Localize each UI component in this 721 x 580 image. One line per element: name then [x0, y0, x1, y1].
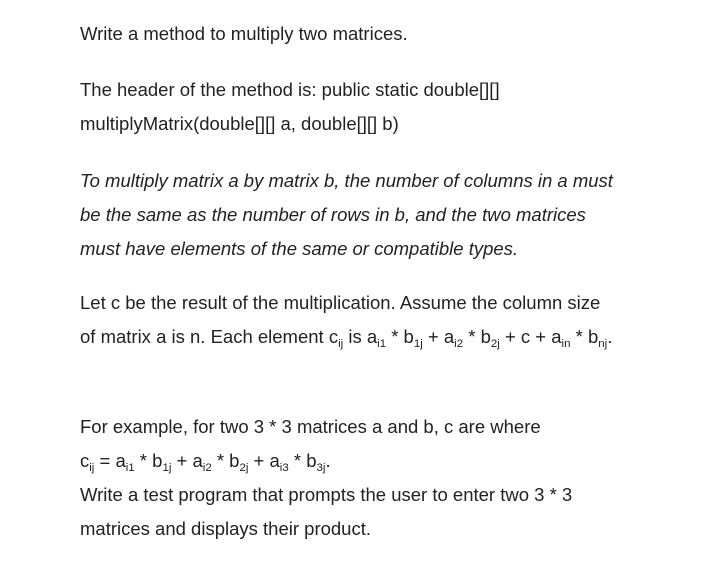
paragraph-example [80, 410, 700, 546]
method-header-line-1: The header of the method is: public static double[][] [80, 79, 500, 100]
paragraph-method-header [80, 73, 700, 141]
example-intro-line: For example, for two 3 * 3 matrices a and b, c are where [80, 416, 541, 437]
rule-line-3: must have elements of the same or compatible types. [80, 238, 519, 259]
test-program-line-1: Write a test program that prompts the user to enter two 3 * 3 [80, 484, 573, 505]
formula-line: of matrix a is n. Each element $c_{ij}$ is $a_{i1} * b_{1j} + a_{i2} * b_{2j} + c + a_{in} * b_{nj}$. [80, 326, 613, 350]
rule-line-2: be the same as the number of rows in b, and the two matrices [80, 204, 586, 225]
intro-line: Write a method to multiply two matrices. [80, 23, 408, 44]
paragraph-multiplication-rule [80, 164, 700, 266]
method-header-line-2: multiplyMatrix(double[][] a, double[][] b) [80, 113, 399, 134]
paragraph-intro [80, 17, 700, 51]
formula-intro-line: Let c be the result of the multiplication. Assume the column size [80, 292, 601, 313]
example-formula-line: $c_{ij} = a_{i1} * b_{1j} + a_{i2} * b_{2j} + a_{i3} * b_{3j}$. [80, 450, 331, 474]
test-program-line-2: matrices and displays their product. [80, 518, 371, 539]
rule-line-1: To multiply matrix a by matrix b, the number of columns in a must [80, 170, 613, 191]
paragraph-element-formula [80, 286, 700, 354]
